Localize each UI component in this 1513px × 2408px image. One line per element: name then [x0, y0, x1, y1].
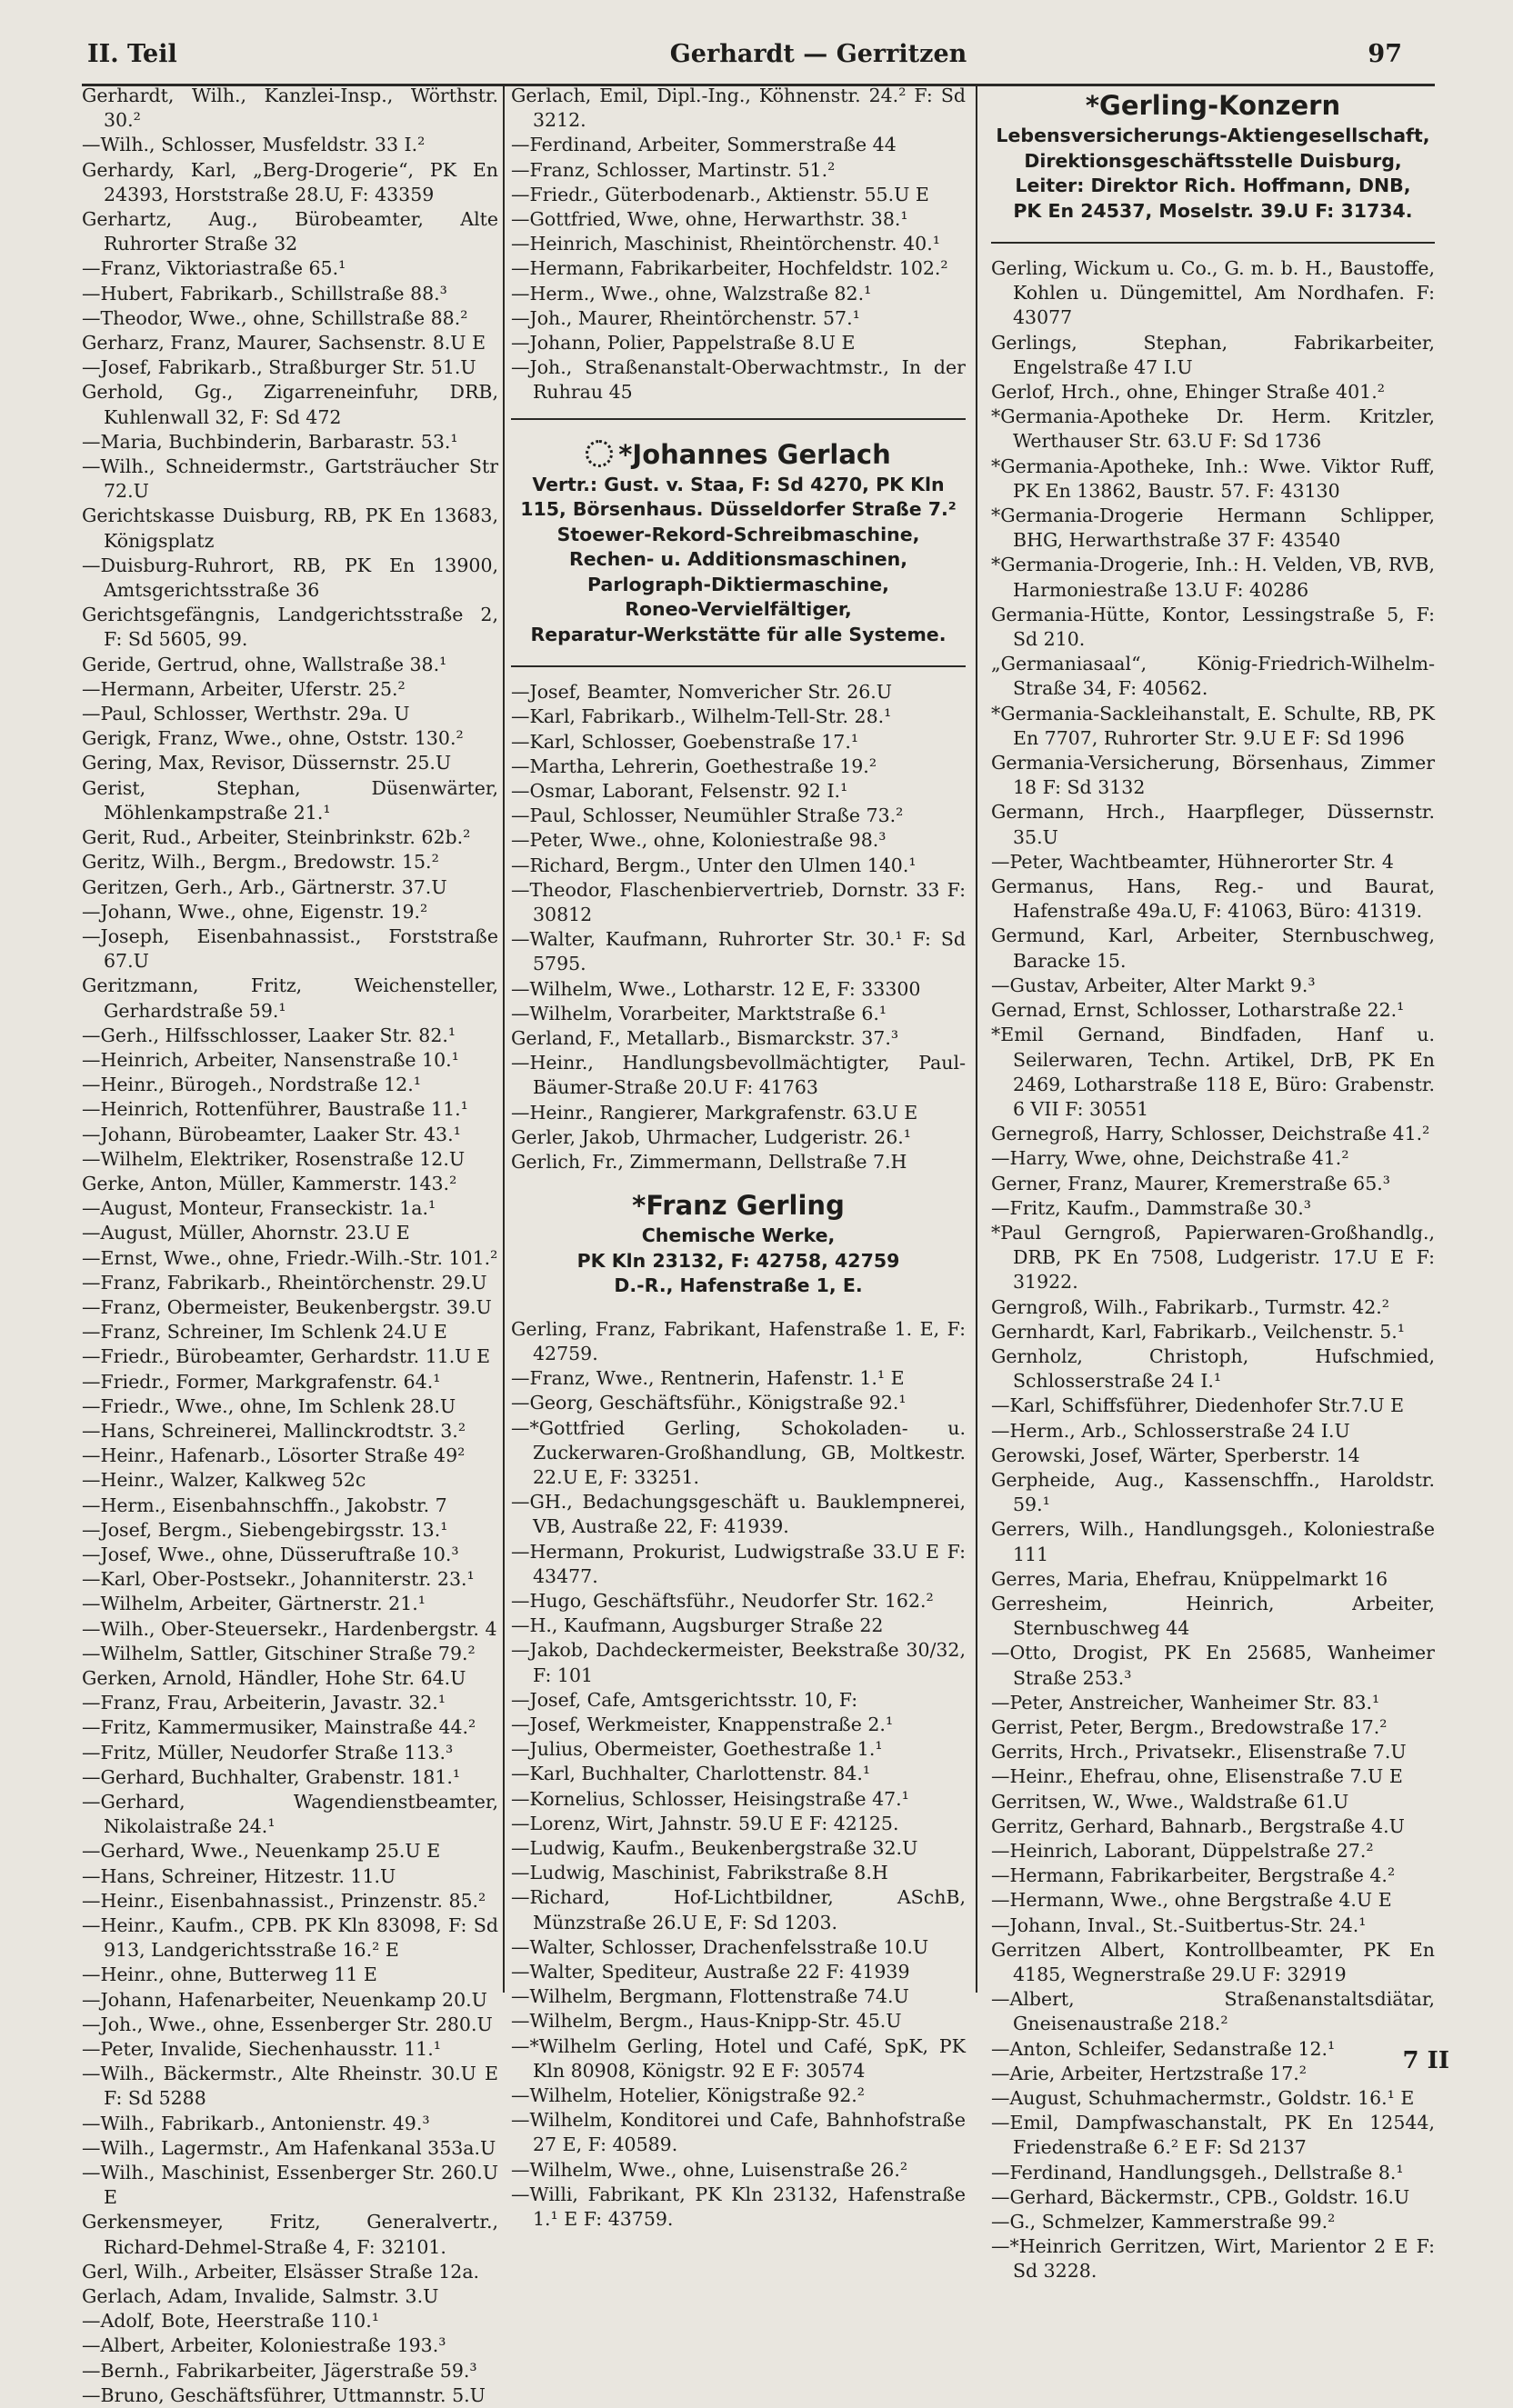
- directory-entry: —Johann, Polier, Pappelstraße 8.U E: [511, 332, 856, 355]
- directory-entry: —Peter, Wachtbeamter, Hühnerorter Str. 4: [991, 850, 1394, 873]
- directory-entry: —Wilhelm, Vorarbeiter, Marktstraße 6.¹: [511, 1002, 887, 1024]
- ad-line: Vertr.: Gust. v. Staa, F: Sd 4270, PK Kln 115, Börsenhaus. Düsseldorfer Straße 7.²: [520, 473, 957, 521]
- directory-entry: —Ferdinand, Arbeiter, Sommerstraße 44: [511, 134, 897, 156]
- directory-entry: —Gerh., Hilfsschlosser, Laaker Str. 82.¹: [82, 1024, 456, 1046]
- directory-entry: —H., Kaufmann, Augsburger Straße 22: [511, 1614, 884, 1637]
- directory-entry: —Herm., Eisenbahnschffn., Jakobstr. 7: [82, 1494, 447, 1516]
- directory-entry: —Wilhelm, Arbeiter, Gärtnerstr. 21.¹: [82, 1593, 426, 1615]
- directory-entry: —Josef, Beamter, Nomvericher Str. 26.U: [511, 681, 893, 704]
- directory-entry: —Julius, Obermeister, Goethestraße 1.¹: [511, 1738, 883, 1761]
- directory-entry: —Johann, Wwe., ohne, Eigenstr. 19.²: [82, 900, 428, 923]
- directory-entry: —Duisburg-Ruhrort, RB, PK En 13900, Amtsgerichtsstraße 36: [82, 554, 498, 602]
- running-head: Gerhardt — Gerritzen: [669, 40, 967, 68]
- directory-entry: —Wilhelm, Sattler, Gitschiner Straße 79.²: [82, 1642, 476, 1664]
- directory-entry: —Karl, Schiffsführer, Diedenhofer Str.7.U E: [991, 1394, 1405, 1417]
- directory-entry: Germania-Hütte, Kontor, Lessingstraße 5, F: Sd 210.: [991, 603, 1435, 651]
- directory-entry: —Fritz, Müller, Neudorfer Straße 113.³: [82, 1741, 454, 1764]
- directory-entry: —Paul, Schlosser, Werthstr. 29a. U: [82, 703, 410, 725]
- directory-entry: —Wilhelm, Konditorei und Cafe, Bahnhofstraße 27 E, F: 40589.: [511, 2109, 966, 2156]
- directory-entry: —Franz, Schreiner, Im Schlenk 24.U E: [82, 1321, 447, 1344]
- column-left: [82, 84, 498, 2406]
- directory-entry: —Johann, Hafenarbeiter, Neuenkamp 20.U: [82, 1988, 487, 2011]
- directory-entry: —Franz, Fabrikarb., Rheintörchenstr. 29.U: [82, 1271, 487, 1294]
- directory-entry: Gerrers, Wilh., Handlungsgeh., Koloniestraße 111: [991, 1518, 1435, 1565]
- directory-entry: —Hans, Schreinerei, Mallinckrodtstr. 3.²: [82, 1419, 466, 1442]
- directory-entry: Germanus, Hans, Reg.- und Baurat, Hafenstraße 49a.U, F: 41063, Büro: 41319.: [991, 875, 1435, 923]
- directory-entry: —Paul, Schlosser, Neumühler Straße 73.²: [511, 804, 904, 827]
- directory-entry: —Heinr., Eisenbahnassist., Prinzenstr. 85.²: [82, 1889, 486, 1912]
- directory-entry: —Hans, Schreiner, Hitzestr. 11.U: [82, 1864, 396, 1887]
- directory-entry: Gerist, Stephan, Düsenwärter, Möhlenkampstraße 21.¹: [82, 776, 498, 824]
- column-middle: [511, 84, 966, 2231]
- directory-entry: —Johann, Inval., St.-Suitbertus-Str. 24.¹: [991, 1913, 1367, 1936]
- directory-entry: —Karl, Schlosser, Goebenstraße 17.¹: [511, 730, 859, 753]
- directory-entry: —Karl, Buchhalter, Charlottenstr. 84.¹: [511, 1763, 871, 1785]
- directory-entry: —Bernh., Fabrikarbeiter, Jägerstraße 59.³: [82, 2359, 477, 2382]
- ad-line: Roneo-Vervielfältiger,: [625, 598, 852, 621]
- ad-title: *Franz Gerling: [632, 1190, 845, 1222]
- ad-body: [991, 124, 1435, 224]
- directory-entry: —Wilh., Bäckermstr., Alte Rheinstr. 30.U E F: Sd 5288: [82, 2063, 498, 2110]
- directory-entry: —Heinr., Ehefrau, ohne, Elisenstraße 7.U E: [991, 1765, 1403, 1788]
- directory-entry: Gering, Max, Revisor, Düssernstr. 25.U: [82, 752, 452, 774]
- directory-entry: —Josef, Bergm., Siebengebirgsstr. 13.¹: [82, 1518, 448, 1541]
- directory-entry: —Friedr., Wwe., ohne, Im Schlenk 28.U: [82, 1394, 456, 1417]
- directory-entry: —Georg, Geschäftsführ., Königstraße 92.¹: [511, 1392, 907, 1414]
- directory-entry: —Heinrich, Laborant, Düppelstraße 27.²: [991, 1840, 1374, 1862]
- directory-entry: —Walter, Schlosser, Drachenfelsstraße 10.U: [511, 1935, 929, 1958]
- directory-entry: *Emil Gernand, Bindfaden, Hanf u. Seilerwaren, Techn. Artikel, DrB, PK En 2469, Lotharstraße 118 E, Büro: Grabenstr. 6 VII F: 30551: [991, 1024, 1435, 1120]
- directory-entry: —Gottfried, Wwe, ohne, Herwarthstr. 38.¹: [511, 208, 908, 231]
- directory-entry: —Wilhelm, Elektriker, Rosenstraße 12.U: [82, 1147, 466, 1170]
- directory-entry: —*Wilhelm Gerling, Hotel und Café, SpK, PK Kln 80908, Königstr. 92 E F: 30574: [511, 2034, 966, 2082]
- directory-entry: Gerres, Maria, Ehefrau, Knüppelmarkt 16: [991, 1567, 1388, 1590]
- directory-entry: *Germania-Drogerie Hermann Schlipper, BHG, Herwarthstraße 37 F: 43540: [991, 505, 1435, 552]
- directory-entry: —Herm., Arb., Schlosserstraße 24 I.U: [991, 1419, 1350, 1442]
- ad-line: Leiter: Direktor Rich. Hoffmann, DNB,: [1015, 175, 1411, 196]
- directory-entry: —Gerhard, Bäckermstr., CPB., Goldstr. 16.U: [991, 2185, 1410, 2208]
- directory-entry: —Arie, Arbeiter, Hertzstraße 17.²: [991, 2062, 1307, 2084]
- directory-entry: —Anton, Schleifer, Sedanstraße 12.¹: [991, 2037, 1336, 2060]
- directory-entry: —Franz, Viktoriastraße 65.¹: [82, 257, 346, 280]
- directory-entry: Gerrits, Hrch., Privatsekr., Elisenstraße 7.U: [991, 1741, 1407, 1764]
- directory-entry: *Germania-Apotheke, Inh.: Wwe. Viktor Ruff, PK En 13862, Baustr. 57. F: 43130: [991, 455, 1435, 502]
- directory-entry: —Bruno, Geschäftsführer, Uttmannstr. 5.U: [82, 2383, 486, 2406]
- directory-entry: —Franz, Obermeister, Beukenbergstr. 39.U: [82, 1295, 492, 1318]
- directory-entry: —Gerhard, Wagendienstbeamter, Nikolaistraße 24.¹: [82, 1791, 498, 1838]
- directory-entry: —Josef, Cafe, Amtsgerichtsstr. 10, F:: [511, 1688, 858, 1711]
- directory-entry: —Hugo, Geschäftsführ., Neudorfer Str. 162.²: [511, 1589, 934, 1612]
- directory-entry: —Heinr., Kaufm., CPB. PK Kln 83098, F: Sd 913, Landgerichtsstraße 16.² E: [82, 1914, 498, 1962]
- directory-entry: —Heinr., Handlungsbevollmächtigter, Paul-Bäumer-Straße 20.U F: 41763: [511, 1052, 966, 1099]
- page-header: [82, 35, 1435, 86]
- ad-line: PK En 24537, Moselstr. 39.U F: 31734.: [1013, 199, 1413, 222]
- entry-list: [511, 84, 966, 405]
- directory-entry: —Herm., Wwe., ohne, Walzstraße 82.¹: [511, 282, 872, 305]
- directory-entry: Gerhardt, Wilh., Kanzlei-Insp., Wörthstr. 30.²: [82, 85, 498, 132]
- directory-entry: Germund, Karl, Arbeiter, Sternbuschweg, Baracke 15.: [991, 924, 1435, 972]
- ad-line: Lebensversicherungs-Aktiengesellschaft,: [996, 125, 1430, 146]
- directory-entry: —Ludwig, Kaufm., Beukenbergstraße 32.U: [511, 1836, 918, 1859]
- directory-entry: —Franz, Frau, Arbeiterin, Javastr. 32.¹: [82, 1692, 446, 1714]
- directory-entry: —Wilhelm, Wwe., Lotharstr. 12 E, F: 33300: [511, 977, 921, 1000]
- directory-entry: —Osmar, Laborant, Felsenstr. 92 I.¹: [511, 779, 848, 802]
- directory-entry: Gernad, Ernst, Schlosser, Lotharstraße 22.¹: [991, 999, 1405, 1022]
- directory-entry: —Maria, Buchbinderin, Barbarastr. 53.¹: [82, 430, 458, 453]
- directory-entry: —Heinr., Walzer, Kalkweg 52c: [82, 1469, 366, 1492]
- directory-entry: Gerlof, Hrch., ohne, Ehinger Straße 401.²: [991, 381, 1385, 404]
- ad-line: Parlograph-Diktiermaschine,: [587, 573, 889, 595]
- directory-entry: *Germania-Sackleihanstalt, E. Schulte, RB, PK En 7707, Ruhrorter Str. 9.U E F: Sd 1996: [991, 702, 1435, 749]
- directory-entry: —Kornelius, Schlosser, Heisingstraße 47.¹: [511, 1787, 909, 1810]
- column-divider: [503, 84, 505, 1993]
- directory-entry: Gernholz, Christoph, Hufschmied, Schlosserstraße 24 I.¹: [991, 1344, 1435, 1393]
- directory-entry: „Germaniasaal“, König-Friedrich-Wilhelm-Straße 34, F: 40562.: [991, 653, 1435, 700]
- directory-entry: —Johann, Bürobeamter, Laaker Str. 43.¹: [82, 1123, 461, 1145]
- directory-entry: —Walter, Spediteur, Austraße 22 F: 41939: [511, 1960, 910, 1983]
- directory-entry: —Wilhelm, Bergm., Haus-Knipp-Str. 45.U: [511, 2010, 902, 2033]
- directory-entry: Gerritsen, W., Wwe., Waldstraße 61.U: [991, 1790, 1349, 1813]
- directory-entry: Gerlich, Fr., Zimmermann, Dellstraße 7.H: [511, 1151, 907, 1173]
- directory-entry: —Friedr., Bürobeamter, Gerhardstr. 11.U E: [82, 1345, 491, 1368]
- directory-entry: Geritzmann, Fritz, Weichensteller, Gerhardstraße 59.¹: [82, 974, 498, 1022]
- advertisement-johannes-gerlach: [511, 433, 966, 654]
- directory-entry: Gerichtsgefängnis, Landgerichtsstraße 2, F: Sd 5605, 99.: [82, 604, 498, 651]
- directory-entry: —Harry, Wwe, ohne, Deichstraße 41.²: [991, 1147, 1349, 1170]
- directory-entry: —Peter, Wwe., ohne, Koloniestraße 98.³: [511, 829, 887, 852]
- directory-entry: —Heinr., Bürogeh., Nordstraße 12.¹: [82, 1074, 421, 1096]
- directory-entry: —Hermann, Fabrikarbeiter, Bergstraße 4.²: [991, 1864, 1396, 1887]
- directory-entry: —Franz, Schlosser, Martinstr. 51.²: [511, 158, 836, 181]
- directory-entry: —Heinrich, Maschinist, Rheintörchenstr. 40.¹: [511, 233, 940, 255]
- ad-line: PK Kln 23132, F: 42758, 42759: [576, 1249, 900, 1272]
- directory-entry: Geritzen, Gerh., Arb., Gärtnerstr. 37.U: [82, 875, 447, 898]
- directory-entry: Gerke, Anton, Müller, Kammerstr. 143.²: [82, 1172, 457, 1194]
- directory-entry: —Friedr., Güterbodenarb., Aktienstr. 55.U E: [511, 183, 929, 205]
- entry-list: [991, 256, 1435, 2284]
- directory-entry: Gerresheim, Heinrich, Arbeiter, Sternbuschweg 44: [991, 1592, 1435, 1640]
- directory-entry: Gerland, F., Metallarb., Bismarckstr. 37.³: [511, 1026, 899, 1049]
- directory-entry: —Ernst, Wwe., ohne, Friedr.-Wilh.-Str. 101.²: [82, 1246, 498, 1269]
- directory-entry: *Paul Gerngroß, Papierwaren-Großhandlg., DRB, PK En 7508, Ludgeristr. 17.U E F: 31922.: [991, 1221, 1435, 1294]
- directory-entry: —Heinr., Rangierer, Markgrafenstr. 63.U E: [511, 1101, 918, 1124]
- directory-entry: —August, Monteur, Franseckistr. 1a.¹: [82, 1197, 436, 1220]
- directory-entry: Gerit, Rud., Arbeiter, Steinbrinkstr. 62b.²: [82, 826, 471, 849]
- directory-entry: —Hermann, Prokurist, Ludwigstraße 33.U E F: 43477.: [511, 1540, 966, 1587]
- ad-line: Direktionsgeschäftsstelle Duisburg,: [1024, 149, 1402, 172]
- directory-entry: —Albert, Straßenanstaltsdiätar, Gneisenaustraße 218.²: [991, 1988, 1435, 2035]
- directory-entry: Gerlings, Stephan, Fabrikarbeiter, Engelstraße 47 I.U: [991, 331, 1435, 378]
- ad-line: Rechen- u. Additionsmaschinen,: [568, 548, 908, 571]
- directory-entry: Gerhardy, Karl, „Berg-Drogerie“, PK En 24393, Horststraße 28.U, F: 43359: [82, 158, 498, 205]
- directory-entry: Gerigk, Franz, Wwe., ohne, Oststr. 130.²: [82, 727, 464, 750]
- directory-entry: —Karl, Ober-Postsekr., Johanniterstr. 23.¹: [82, 1568, 475, 1591]
- directory-entry: —Fritz, Kaufm., Dammstraße 30.³: [991, 1196, 1311, 1219]
- directory-entry: Gerpheide, Aug., Kassenschffn., Haroldstr. 59.¹: [991, 1468, 1435, 1516]
- directory-entry: —Richard, Bergm., Unter den Ulmen 140.¹: [511, 854, 917, 876]
- directory-entry: —Hubert, Fabrikarb., Schillstraße 88.³: [82, 282, 447, 305]
- page-number: 97: [1368, 40, 1402, 68]
- directory-entry: —Albert, Arbeiter, Koloniestraße 193.³: [82, 2334, 446, 2357]
- ad-line: Stoewer-Rekord-Schreibmaschine,: [556, 523, 920, 545]
- directory-entry: —Heinr., Hafenarb., Lösorter Straße 49²: [82, 1444, 466, 1467]
- directory-entry: Gerkensmeyer, Fritz, Generalvertr., Richard-Dehmel-Straße 4, F: 32101.: [82, 2211, 498, 2258]
- directory-entry: —Wilh., Schlosser, Musfeldstr. 33 I.²: [82, 134, 426, 156]
- directory-entry: —Peter, Invalide, Siechenhausstr. 11.¹: [82, 2038, 442, 2061]
- advertisement-franz-gerling: [511, 1184, 966, 1304]
- directory-entry: —Joh., Wwe., ohne, Essenberger Str. 280.U: [82, 2013, 493, 2035]
- directory-entry: —Hermann, Arbeiter, Uferstr. 25.²: [82, 677, 406, 700]
- section-label: II. Teil: [87, 40, 177, 68]
- ad-line: Reparatur-Werkstätte für alle Systeme.: [530, 623, 947, 645]
- directory-entry: —Karl, Fabrikarb., Wilhelm-Tell-Str. 28.¹: [511, 705, 892, 728]
- ad-divider: [511, 665, 966, 667]
- directory-entry: —Wilhelm, Bergmann, Flottenstraße 74.U: [511, 1985, 909, 2008]
- directory-entry: —Walter, Kaufmann, Ruhrorter Str. 30.¹ F: Sd 5795.: [511, 928, 966, 975]
- directory-entry: —Peter, Anstreicher, Wanheimer Str. 83.¹: [991, 1691, 1380, 1714]
- directory-entry: Gerken, Arnold, Händler, Hohe Str. 64.U: [82, 1667, 466, 1689]
- directory-entry: *Germania-Apotheke Dr. Herm. Kritzler, Werthauser Str. 63.U F: Sd 1736: [991, 405, 1435, 453]
- directory-entry: Gerlach, Emil, Dipl.-Ing., Köhnenstr. 24.² F: Sd 3212.: [511, 85, 966, 132]
- directory-entry: Germann, Hrch., Haarpfleger, Düssernstr. 35.U: [991, 801, 1435, 848]
- directory-entry: —August, Müller, Ahornstr. 23.U E: [82, 1222, 410, 1244]
- directory-entry: —Friedr., Former, Markgrafenstr. 64.¹: [82, 1370, 441, 1393]
- directory-entry: —Theodor, Wwe., ohne, Schillstraße 88.²: [82, 306, 468, 329]
- directory-entry: —Gustav, Arbeiter, Alter Markt 9.³: [991, 974, 1316, 996]
- directory-entry: Germania-Versicherung, Börsenhaus, Zimmer 18 F: Sd 3132: [991, 752, 1435, 799]
- ad-line: Chemische Werke,: [641, 1224, 836, 1247]
- ad-body: [511, 473, 966, 648]
- page-signature: 7 II: [1402, 2047, 1449, 2074]
- directory-entry: *Germania-Drogerie, Inh.: H. Velden, VB, RVB, Harmoniestraße 13.U F: 40286: [991, 554, 1435, 601]
- directory-entry: Gerhartz, Aug., Bürobeamter, Alte Ruhrorter Straße 32: [82, 208, 498, 255]
- directory-entry: Gerling, Wickum u. Co., G. m. b. H., Baustoffe, Kohlen u. Düngemittel, Am Nordhafen. F: 43077: [991, 257, 1435, 329]
- company-logo-icon: [586, 440, 613, 467]
- directory-entry: Gerritz, Gerhard, Bahnarb., Bergstraße 4.U: [991, 1814, 1405, 1837]
- directory-entry: —Lorenz, Wirt, Jahnstr. 59.U E F: 42125.: [511, 1812, 899, 1834]
- directory-entry: —Emil, Dampfwaschanstalt, PK En 12544, Friedenstraße 6.² E F: Sd 2137: [991, 2112, 1435, 2159]
- directory-entry: Gerner, Franz, Maurer, Kremerstraße 65.³: [991, 1172, 1390, 1194]
- directory-entry: —Theodor, Flaschenbiervertrieb, Dornstr. 33 F: 30812: [511, 878, 966, 925]
- ad-divider: [511, 418, 966, 420]
- directory-entry: —Fritz, Kammermusiker, Mainstraße 44.²: [82, 1716, 476, 1739]
- directory-entry: Gernhardt, Karl, Fabrikarb., Veilchenstr. 5.¹: [991, 1320, 1406, 1343]
- directory-entry: —Otto, Drogist, PK En 25685, Wanheimer Straße 253.³: [991, 1642, 1435, 1689]
- directory-entry: —Heinr., ohne, Butterweg 11 E: [82, 1963, 377, 1986]
- directory-entry: —*Heinrich Gerritzen, Wirt, Marientor 2 E F: Sd 3228.: [991, 2235, 1435, 2283]
- directory-entry: Gernegroß, Harry, Schlosser, Deichstraße 41.²: [991, 1123, 1430, 1145]
- directory-entry: —Wilh., Lagermstr., Am Hafenkanal 353a.U: [82, 2136, 496, 2159]
- directory-entry: —Wilh., Schneidermstr., Gartsträucher Str 72.U: [82, 455, 498, 503]
- directory-entry: —Heinrich, Arbeiter, Nansenstraße 10.¹: [82, 1048, 459, 1071]
- directory-entry: —Richard, Hof-Lichtbildner, ASchB, Münzstraße 26.U E, F: Sd 1203.: [511, 1886, 966, 1933]
- ad-body: [511, 1224, 966, 1299]
- directory-entry: Gerler, Jakob, Uhrmacher, Ludgeristr. 26.¹: [511, 1125, 911, 1148]
- directory-entry: —Wilhelm, Wwe., ohne, Luisenstraße 26.²: [511, 2158, 908, 2181]
- directory-entry: —Wilh., Fabrikarb., Antonienstr. 49.³: [82, 2112, 430, 2134]
- ad-line: D.-R., Hafenstraße 1, E.: [614, 1274, 863, 1297]
- directory-entry: —Gerhard, Wwe., Neuenkamp 25.U E: [82, 1840, 441, 1863]
- entry-list: [511, 1317, 966, 2233]
- directory-entry: —Ludwig, Maschinist, Fabrikstraße 8.H: [511, 1862, 888, 1884]
- directory-entry: Gerhold, Gg., Zigarreneinfuhr, DRB, Kuhlenwall 32, F: Sd 472: [82, 381, 498, 428]
- entry-list: [511, 680, 966, 1174]
- directory-entry: —Josef, Werkmeister, Knappenstraße 2.¹: [511, 1713, 894, 1735]
- directory-entry: —Adolf, Bote, Heerstraße 110.¹: [82, 2310, 379, 2333]
- directory-entry: Gerritzen Albert, Kontrollbeamter, PK En 4185, Wegnerstraße 29.U F: 32919: [991, 1938, 1435, 1986]
- directory-entry: Gerichtskasse Duisburg, RB, PK En 13683, Königsplatz: [82, 505, 498, 552]
- directory-entry: —Joseph, Eisenbahnassist., Forststraße 67.U: [82, 924, 498, 973]
- directory-entry: —Heinrich, Rottenführer, Baustraße 11.¹: [82, 1098, 468, 1121]
- directory-entry: —Josef, Fabrikarb., Straßburger Str. 51.U: [82, 356, 476, 379]
- directory-entry: —Jakob, Dachdeckermeister, Beekstraße 30/32, F: 101: [511, 1639, 966, 1686]
- directory-entry: —Joh., Maurer, Rheintörchenstr. 57.¹: [511, 306, 860, 329]
- directory-entry: —GH., Bedachungsgeschäft u. Bauklempnerei, VB, Austraße 22, F: 41939.: [511, 1491, 966, 1538]
- directory-entry: Gerharz, Franz, Maurer, Sachsenstr. 8.U E: [82, 332, 486, 355]
- directory-entry: —Wilhelm, Hotelier, Königstraße 92.²: [511, 2084, 866, 2106]
- directory-entry: Gerrist, Peter, Bergm., Bredowstraße 17.²: [991, 1715, 1388, 1738]
- directory-entry: Geritz, Wilh., Bergm., Bredowstr. 15.²: [82, 851, 439, 874]
- directory-entry: Gerlach, Adam, Invalide, Salmstr. 3.U: [82, 2285, 439, 2308]
- ad-title: *Johannes Gerlach: [618, 438, 891, 470]
- directory-entry: —*Gottfried Gerling, Schokoladen- u. Zuckerwaren-Großhandlung, GB, Moltkestr. 22.U E, F: 33251.: [511, 1416, 966, 1488]
- directory-entry: —Wilh., Ober-Steuersekr., Hardenbergstr. 4: [82, 1617, 497, 1640]
- advertisement-gerling-konzern: [991, 84, 1435, 229]
- directory-entry: —Franz, Wwe., Rentnerin, Hafenstr. 1.¹ E: [511, 1367, 905, 1390]
- ad-divider: [991, 242, 1435, 244]
- directory-entry: Gerowski, Josef, Wärter, Sperberstr. 14: [991, 1444, 1360, 1466]
- directory-entry: Gerl, Wilh., Arbeiter, Elsässer Straße 12a.: [82, 2260, 480, 2283]
- ad-title: *Gerling-Konzern: [1085, 90, 1341, 121]
- directory-entry: Gerling, Franz, Fabrikant, Hafenstraße 1. E, F: 42759.: [511, 1317, 966, 1364]
- directory-entry: —Willi, Fabrikant, PK Kln 23132, Hafenstraße 1.¹ E F: 43759.: [511, 2183, 966, 2231]
- directory-entry: —Hermann, Wwe., ohne Bergstraße 4.U E: [991, 1889, 1392, 1912]
- directory-entry: Gerngroß, Wilh., Fabrikarb., Turmstr. 42.²: [991, 1295, 1389, 1318]
- directory-entry: —Ferdinand, Handlungsgeh., Dellstraße 8.¹: [991, 2161, 1404, 2183]
- directory-entry: Geride, Gertrud, ohne, Wallstraße 38.¹: [82, 653, 447, 675]
- directory-entry: —Hermann, Fabrikarbeiter, Hochfeldstr. 102.²: [511, 257, 948, 280]
- directory-entry: —Josef, Wwe., ohne, Düsseruftraße 10.³: [82, 1543, 459, 1565]
- directory-entry: —August, Schuhmachermstr., Goldstr. 16.¹ E: [991, 2087, 1415, 2110]
- directory-entry: —Gerhard, Buchhalter, Grabenstr. 181.¹: [82, 1765, 461, 1788]
- directory-entry: —G., Schmelzer, Kammerstraße 99.²: [991, 2211, 1336, 2233]
- column-divider: [976, 84, 977, 1993]
- directory-entry: —Martha, Lehrerin, Goethestraße 19.²: [511, 754, 877, 777]
- directory-entry: —Joh., Straßenanstalt-Oberwachtmstr., In der Ruhrau 45: [511, 356, 966, 404]
- directory-entry: —Wilh., Maschinist, Essenberger Str. 260.U E: [82, 2162, 498, 2209]
